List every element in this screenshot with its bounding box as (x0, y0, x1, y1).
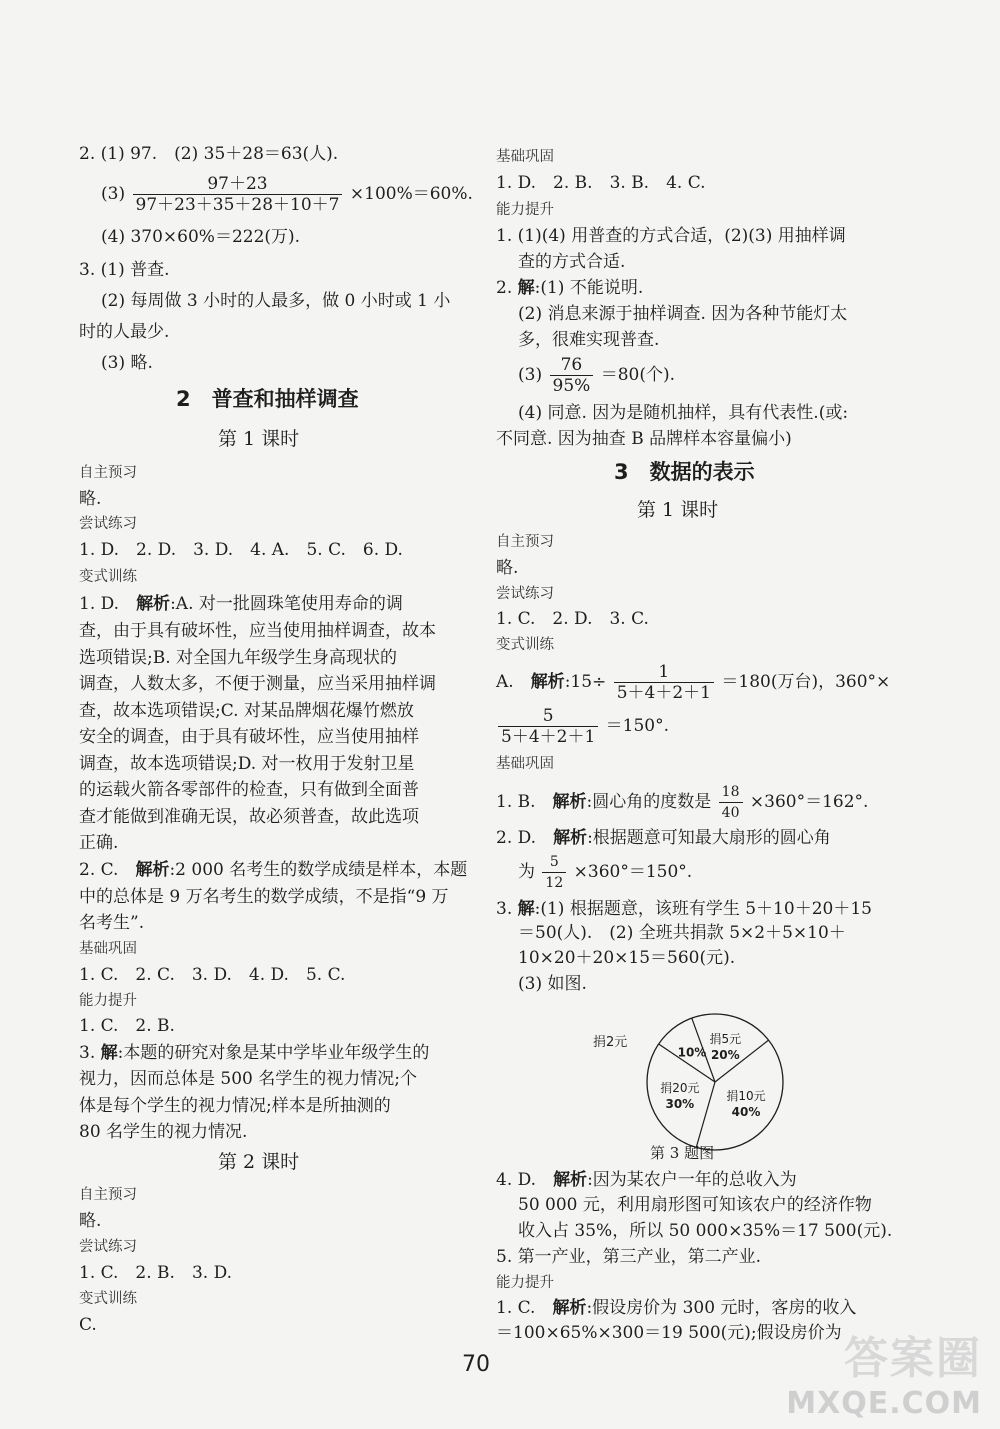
answer-line: 1. D. 2. D. 3. D. 4. A. 5. C. 6. D. (79, 540, 403, 560)
pie-slice-percent: 20% (710, 1048, 740, 1063)
answer-line: 正确. (79, 833, 119, 853)
pie-slice-label: 捐5元 (709, 1032, 742, 1047)
keyword: 解析 (552, 792, 587, 812)
fraction-line (496, 662, 890, 703)
subheading: 自主预习 (79, 1187, 137, 1203)
label: (3) (101, 184, 126, 204)
answer-line (79, 859, 467, 881)
text: ＝150°. (605, 716, 670, 736)
text: :(1) 不能说明. (534, 278, 644, 298)
text: 1. C. (496, 1298, 553, 1318)
text: :圆心角的度数是 (586, 792, 712, 812)
fraction (542, 852, 566, 893)
pie-outside-label: 捐2元 (593, 1035, 628, 1050)
answer-line: (4) 同意. 因为是随机抽样，具有代表性.(或: (518, 403, 849, 423)
answer-line: 80 名学生的视力情况. (79, 1122, 248, 1142)
denominator: 97＋23＋35＋28＋10＋7 (135, 195, 340, 215)
answer-line: 查，由于具有破坏性，应当使用抽样调查，故本 (79, 621, 436, 641)
keyword: 解 (517, 899, 535, 919)
answer-line: 10×20＋20×15＝560(元). (518, 948, 736, 968)
answer-line: 名考生”. (79, 913, 145, 933)
answer-line: 5. 第一产业，第三产业，第二产业. (496, 1247, 762, 1267)
fraction (550, 355, 594, 396)
text: :因为某农户一年的总收入为 (587, 1170, 797, 1190)
section-title: 2 普查和抽样调查 (176, 387, 359, 411)
answer-line: 1. C. 2. D. 3. C. (496, 609, 649, 629)
pie-slice-label: 捐10元 (726, 1088, 766, 1103)
subheading: 尝试练习 (79, 516, 137, 532)
subheading: 自主预习 (496, 534, 554, 550)
fraction-line (518, 852, 692, 893)
keyword: 解 (100, 1043, 118, 1063)
numerator: 5 (498, 706, 598, 727)
lesson-title: 第 2 课时 (218, 1151, 300, 1173)
subheading: 基础巩固 (496, 756, 554, 772)
answer-line (496, 1297, 856, 1319)
text: :A. 对一批圆珠笔使用寿命的调 (170, 594, 403, 614)
numerator: 76 (550, 355, 594, 376)
keyword: 解析 (553, 828, 588, 848)
page-number: 70 (462, 1352, 490, 1377)
subheading: 尝试练习 (496, 586, 554, 602)
answer-line: 查才能做到准确无误，故必须普查，故此选项 (79, 807, 419, 827)
fraction-line (101, 174, 473, 215)
label: (3) (518, 365, 543, 385)
pie-slice-percent: 40% (731, 1104, 761, 1119)
subheading: 尝试练习 (79, 1239, 137, 1255)
answer-line: 收入占 35%，所以 50 000×35%＝17 500(元). (518, 1221, 893, 1241)
pie-slice-percent: 10% (677, 1045, 707, 1060)
text: 1. B. (496, 792, 553, 812)
answer-line: 1. C. 2. B. (79, 1016, 175, 1036)
keyword: 解析 (552, 1298, 587, 1318)
answer-line: (3) 略. (101, 353, 153, 373)
figure-caption: 第 3 题图 (650, 1144, 715, 1162)
fraction (133, 174, 343, 215)
answer-line: 调查，人数太多，不便于测量，应当采用抽样调 (79, 674, 436, 694)
answer-line: 略. (79, 489, 102, 509)
text: 2. C. (79, 860, 136, 880)
answer-line: 的运载火箭各零部件的检查，只有做到全面普 (79, 780, 419, 800)
fraction (719, 782, 743, 823)
answer-line (79, 1042, 429, 1064)
denominator: 5＋4＋2＋1 (616, 683, 711, 703)
numerator: 5 (542, 852, 566, 873)
answer-line (496, 1169, 797, 1191)
text: :(1) 根据题意，该班有学生 5＋10＋20＋15 (534, 899, 872, 919)
answer-line: 安全的调查，由于具有破坏性，应当使用抽样 (79, 727, 419, 747)
text: 为 (518, 862, 535, 882)
lesson-title: 第 1 课时 (218, 428, 300, 450)
answer-line: 视力，因而总体是 500 名学生的视力情况;个 (79, 1069, 417, 1089)
numerator: 1 (614, 662, 714, 683)
denominator: 95% (552, 376, 591, 396)
fraction (498, 706, 598, 747)
numerator: 18 (719, 782, 743, 803)
answer-line (79, 593, 403, 615)
answer-line: 时的人最少. (79, 322, 170, 342)
answer-line: 1. D. 2. B. 3. B. 4. C. (496, 173, 706, 193)
numerator: 97＋23 (133, 174, 343, 195)
answer-line: 1. (1)(4) 用普查的方式合适，(2)(3) 用抽样调 (496, 226, 846, 246)
subheading: 变式训练 (79, 1291, 137, 1307)
text: ×360°＝150°. (573, 862, 693, 882)
subheading: 能力提升 (496, 1275, 554, 1291)
answer-line: (4) 370×60%＝222(万). (101, 227, 301, 247)
text: 3. (79, 1043, 101, 1063)
answer-line: (2) 每周做 3 小时的人最多，做 0 小时或 1 小 (101, 291, 451, 311)
text: ＝180(万台)，360°× (721, 672, 891, 692)
pie-slice-label: 捐20元 (660, 1080, 700, 1095)
fraction (614, 662, 714, 703)
answer-line: 多，很难实现普查. (518, 330, 660, 350)
fraction-line (518, 355, 675, 396)
keyword: 解 (517, 278, 535, 298)
text: :本题的研究对象是某中学毕业年级学生的 (117, 1043, 430, 1063)
denominator: 5＋4＋2＋1 (501, 727, 596, 747)
text: 2. D. (496, 828, 554, 848)
answer-line (496, 827, 831, 849)
text: 3. (496, 899, 518, 919)
answer-line: C. (79, 1315, 97, 1335)
answer-line: 1. C. 2. C. 3. D. 4. D. 5. C. (79, 965, 346, 985)
answer-line: 查的方式合适. (518, 252, 626, 272)
answer-line: 1. C. 2. B. 3. D. (79, 1263, 232, 1283)
text: :15÷ (564, 672, 607, 692)
watermark (786, 1322, 982, 1421)
answer-line: (2) 消息来源于抽样调查. 因为各种节能灯太 (518, 304, 848, 324)
watermark-logo: 答案圈 (844, 1333, 982, 1384)
answer-line: 体是每个学生的视力情况;样本是所抽测的 (79, 1096, 391, 1116)
subheading: 基础巩固 (496, 149, 554, 165)
answer-line: 50 000 元，利用扇形图可知该农户的经济作物 (518, 1195, 872, 1215)
keyword: 解析 (136, 594, 171, 614)
text: ＝80(个). (600, 365, 676, 385)
answer-line: ＝50(人). (2) 全班共捐款 5×2＋5×10＋ (518, 923, 846, 943)
answer-line (496, 898, 872, 920)
section-title: 3 数据的表示 (614, 460, 755, 484)
answer-line: 选项错误;B. 对全国九年级学生身高现状的 (79, 648, 398, 668)
denominator: 12 (545, 875, 564, 891)
answer-line (496, 277, 643, 299)
subheading: 变式训练 (79, 569, 137, 585)
pie-chart (585, 1000, 785, 1160)
answer-line: 2. (1) 97. (2) 35＋28＝63(人). (79, 144, 339, 164)
subheading: 变式训练 (496, 637, 554, 653)
denominator: 40 (721, 805, 740, 821)
text: A. (496, 672, 531, 692)
keyword: 解析 (135, 860, 170, 880)
answer-line: 3. (1) 普查. (79, 260, 170, 280)
answer-line: 略. (79, 1211, 102, 1231)
answer-line: 查，故本选项错误;C. 对某品牌烟花爆竹燃放 (79, 701, 414, 721)
subheading: 能力提升 (496, 202, 554, 218)
subheading: 自主预习 (79, 465, 137, 481)
keyword: 解析 (553, 1170, 588, 1190)
pie-slice-percent: 30% (665, 1096, 695, 1111)
text: :2 000 名考生的数学成绩是样本，本题 (169, 860, 468, 880)
keyword: 解析 (530, 672, 565, 692)
answer-line: ＝100×65%×300＝19 500(元);假设房价为 (496, 1323, 842, 1343)
text: :假设房价为 300 元时，客房的收入 (586, 1298, 857, 1318)
text: 4. D. (496, 1170, 554, 1190)
text: 2. (496, 278, 518, 298)
answer-line: (3) 如图. (518, 974, 587, 994)
watermark-url: MXQE.COM (786, 1386, 982, 1421)
answer-line: 不同意. 因为抽查 B 品牌样本容量偏小) (496, 429, 792, 449)
text: ×360°＝162°. (749, 792, 869, 812)
subheading: 能力提升 (79, 993, 137, 1009)
text: 1. D. (79, 594, 137, 614)
text: ×100%＝60%. (349, 184, 473, 204)
fraction-line (496, 706, 669, 747)
answer-line: 中的总体是 9 万名考生的数学成绩，不是指“9 万 (79, 887, 449, 907)
subheading: 基础巩固 (79, 941, 137, 957)
fraction-line (496, 782, 868, 823)
answer-line: 略. (496, 558, 519, 578)
text: :根据题意可知最大扇形的圆心角 (587, 828, 831, 848)
lesson-title: 第 1 课时 (637, 499, 719, 521)
answer-line: 调查，故本选项错误;D. 对一枚用于发射卫星 (79, 754, 415, 774)
